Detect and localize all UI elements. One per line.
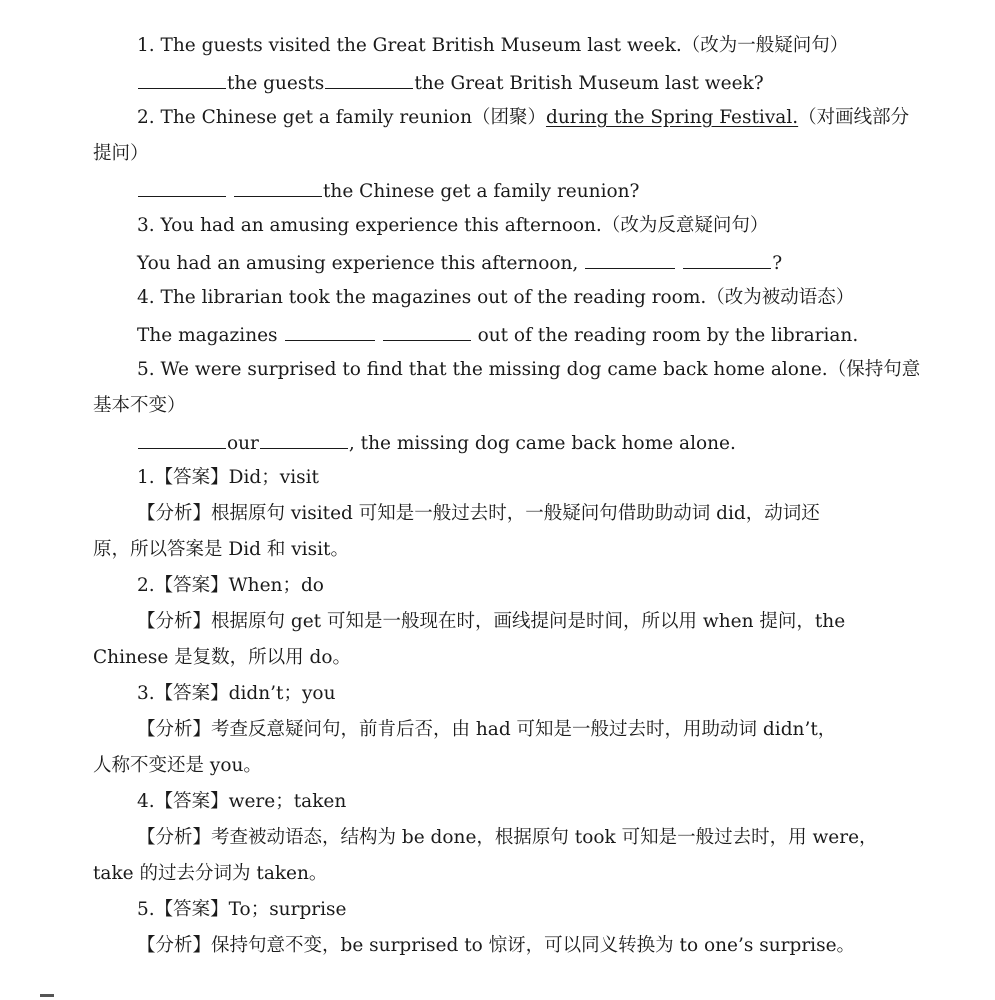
question-2-prompt <box>137 106 913 130</box>
answer-2-analysis-cont: Chinese 是复数，所以用 do。 <box>93 647 352 668</box>
text-fragment: 2. The Chinese get a family reunion（团聚） <box>137 107 546 128</box>
text-fragment: the Great British Museum last week? <box>414 73 764 94</box>
answer-4-analysis: 【分析】考查被动语态，结构为 be done，根据原句 took 可知是一般过去时，用 were， <box>137 827 878 848</box>
text-fragment: the Chinese get a family reunion? <box>323 181 640 202</box>
answer-blank <box>683 250 771 269</box>
answer-blank <box>585 250 675 269</box>
answer-2-key: 2.【答案】When；do <box>137 575 324 596</box>
text-fragment: ? <box>772 253 783 274</box>
question-5-prompt-cont: 基本不变） <box>93 395 186 416</box>
question-2-answer-line <box>137 178 913 202</box>
answer-1-key: 1.【答案】Did；visit <box>137 467 319 488</box>
text-fragment: out of the reading room by the librarian. <box>477 325 859 346</box>
text-fragment: （对画线部分 <box>798 107 910 128</box>
answer-blank <box>138 178 226 197</box>
answer-blank <box>138 70 226 89</box>
question-1-answer-line <box>137 70 913 94</box>
answer-blank <box>383 322 471 341</box>
text-fragment: the guests <box>227 73 325 94</box>
answer-blank <box>234 178 322 197</box>
question-5-prompt: 5. We were surprised to find that the missing dog came back home alone.（保持句意 <box>137 359 921 380</box>
answer-5-key: 5.【答案】To；surprise <box>137 899 347 920</box>
answer-blank <box>260 430 348 449</box>
answer-5-analysis: 【分析】保持句意不变，be surprised to 惊讶，可以同义转换为 to one’s surprise。 <box>137 935 856 956</box>
text-fragment: our <box>227 433 259 454</box>
answer-2-analysis: 【分析】根据原句 get 可知是一般现在时，画线提问是时间，所以用 when 提问，the <box>137 611 846 632</box>
question-3-answer-line <box>137 250 913 274</box>
answer-3-key: 3.【答案】didn’t；you <box>137 683 336 704</box>
answer-1-analysis-cont: 原，所以答案是 Did 和 visit。 <box>93 539 349 560</box>
answer-blank <box>138 430 226 449</box>
edge-mark <box>40 994 54 997</box>
answer-3-analysis-cont: 人称不变还是 you。 <box>93 755 262 776</box>
answer-4-key: 4.【答案】were；taken <box>137 791 347 812</box>
question-1-prompt: 1. The guests visited the Great British Museum last week.（改为一般疑问句） <box>137 35 849 56</box>
text-fragment: The magazines <box>137 325 278 346</box>
answer-1-analysis: 【分析】根据原句 visited 可知是一般过去时，一般疑问句借助助动词 did，动词还 <box>137 503 820 524</box>
question-5-answer-line <box>137 430 913 454</box>
text-fragment: , the missing dog came back home alone. <box>348 433 736 454</box>
answer-3-analysis: 【分析】考查反意疑问句，前肯后否，由 had 可知是一般过去时，用助动词 didn’t， <box>137 719 837 740</box>
answer-blank <box>285 322 375 341</box>
question-2-prompt-cont: 提问） <box>93 143 149 164</box>
question-4-prompt: 4. The librarian took the magazines out of the reading room.（改为被动语态） <box>137 287 855 308</box>
answer-4-analysis-cont: take 的过去分词为 taken。 <box>93 863 328 884</box>
underlined-phrase: during the Spring Festival. <box>545 107 799 128</box>
text-fragment: You had an amusing experience this afternoon, <box>137 253 579 274</box>
question-3-prompt: 3. You had an amusing experience this afternoon.（改为反意疑问句） <box>137 215 769 236</box>
answer-blank <box>325 70 413 89</box>
question-4-answer-line <box>137 322 913 346</box>
